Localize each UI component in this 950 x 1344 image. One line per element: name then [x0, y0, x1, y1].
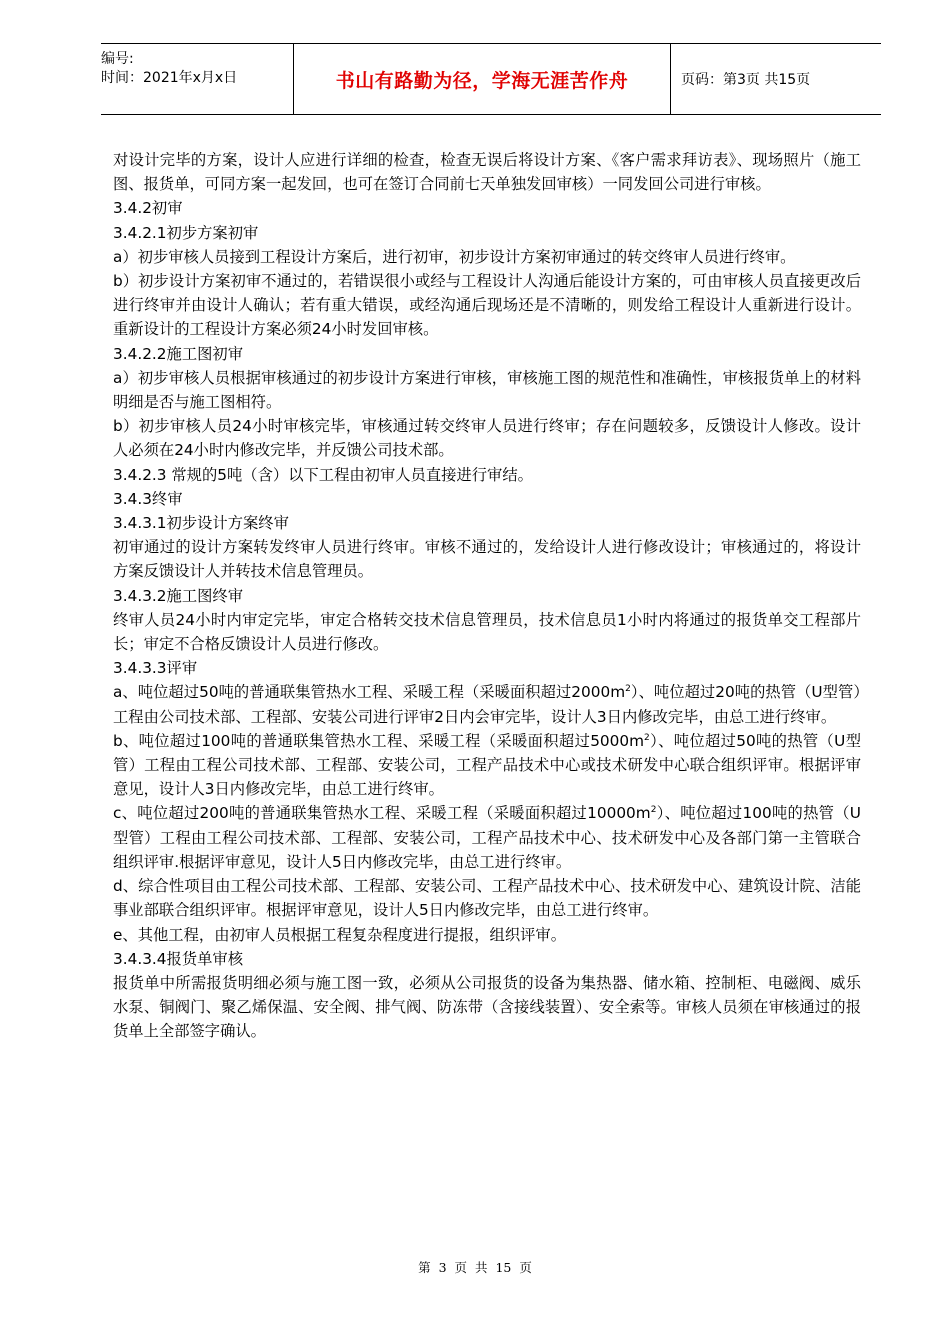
paragraph: e、其他工程，由初审人员根据工程复杂程度进行提报，组织评审。 [113, 925, 567, 944]
review-item: b、吨位超过100吨的普通联集管热水工程、采暖工程（采暖面积超过$5000m^2$）、吨位超过50吨的热管（U型管）工程由工程公司技术部、工程部、安装公司，工程产品技术中心或技术研发中心联合组织评审。根据评审意见，设计人3日内修改完毕，由总工进行终审。 [113, 731, 861, 799]
header-page-label: 页码：第3页 共15页 [681, 72, 811, 88]
review-item: a、吨位超过50吨的普通联集管热水工程、采暖工程（采暖面积超过$2000m^2$）、吨位超过20吨的热管（U型管）工程由公司技术部、工程部、安装公司进行评审2日内会审完毕，设计人3日内修改完毕，由总工进行终审。 [113, 683, 861, 726]
document-time-label: 时间：2021年x月x日 [101, 70, 238, 86]
section-heading: 3.4.3终审 [113, 489, 183, 508]
header-motto: 书山有路勤为径，学海无涯苦作舟 [294, 44, 671, 115]
paragraph: 报货单中所需报货明细必须与施工图一致，必须从公司报货的设备为集热器、储水箱、控制柜、电磁阀、威乐水泵、铜阀门、聚乙烯保温、安全阀、排气阀、防冻带（含接线装置）、安全索等。审核人员须在审核通过的报货单上全部签字确认。 [113, 973, 861, 1041]
header-left-cell [101, 44, 294, 115]
document-number-label: 编号: [101, 51, 134, 67]
section-heading: 3.4.3.1初步设计方案终审 [113, 514, 289, 533]
section-heading: 3.4.3.4报货单审核 [113, 949, 244, 968]
section-heading: 3.4.3.3评审 [113, 659, 198, 678]
document-body [113, 148, 861, 1044]
paragraph: 初审通过的设计方案转发终审人员进行终审。审核不通过的，发给设计人进行修改设计；审核通过的，将设计方案反馈设计人并转技术信息管理员。 [113, 538, 861, 581]
section-heading: 3.4.2.1初步方案初审 [113, 223, 259, 242]
paragraph: a）初步审核人员根据审核通过的初步设计方案进行审核，审核施工图的规范性和准确性，审核报货单上的材料明细是否与施工图相符。 [113, 368, 861, 412]
page-footer: 第 3 页 共 15 页 [418, 1260, 532, 1275]
review-item: c、吨位超过200吨的普通联集管热水工程、采暖工程（采暖面积超过$10000m^2$）、吨位超过100吨的热管（U型管）工程由工程公司技术部、工程部、安装公司，工程产品技术中心、技术研发中心及各部门第一主管联合组织评审.根据评审意见，设计人5日内修改完毕，由总工进行终审。 [113, 804, 862, 871]
paragraph: b）初步设计方案初审不通过的，若错误很小或经与工程设计人沟通后能设计方案的，可由审核人员直接更改后进行终审并由设计人确认；若有重大错误，或经沟通后现场还是不清晰的，则发给工程设计人重新进行设计。重新设计的工程设计方案必须24小时发回审核。 [113, 272, 861, 339]
paragraph: 3.4.2.3 常规的5吨（含）以下工程由初审人员直接进行审结。 [113, 465, 533, 484]
paragraph: a）初步审核人员接到工程设计方案后，进行初审，初步设计方案初审通过的转交终审人员进行终审。 [113, 247, 796, 266]
paragraph: b）初步审核人员24小时审核完毕，审核通过转交终审人员进行终审；存在问题较多，反馈设计人修改。设计人必须在24小时内修改完毕，并反馈公司技术部。 [113, 417, 861, 460]
section-heading: 3.4.2.2施工图初审 [113, 344, 244, 363]
paragraph: 终审人员24小时内审定完毕，审定合格转交技术信息管理员，技术信息员1小时内将通过的报货单交工程部片长；审定不合格反馈设计人员进行修改。 [113, 610, 861, 654]
paragraph: d、综合性项目由工程公司技术部、工程部、安装公司、工程产品技术中心、技术研发中心、建筑设计院、洁能事业部联合组织评审。根据评审意见，设计人5日内修改完毕，由总工进行终审。 [113, 877, 861, 920]
page-header [101, 43, 881, 115]
section-heading: 3.4.3.2施工图终审 [113, 586, 244, 605]
paragraph: 对设计完毕的方案，设计人应进行详细的检查，检查无误后将设计方案、《客户需求拜访表》、现场照片（施工图、报货单，可同方案一起发回，也可在签订合同前七天单独发回审核）一同发回公司进行审核。 [113, 151, 861, 194]
section-heading: 3.4.2初审 [113, 199, 183, 218]
